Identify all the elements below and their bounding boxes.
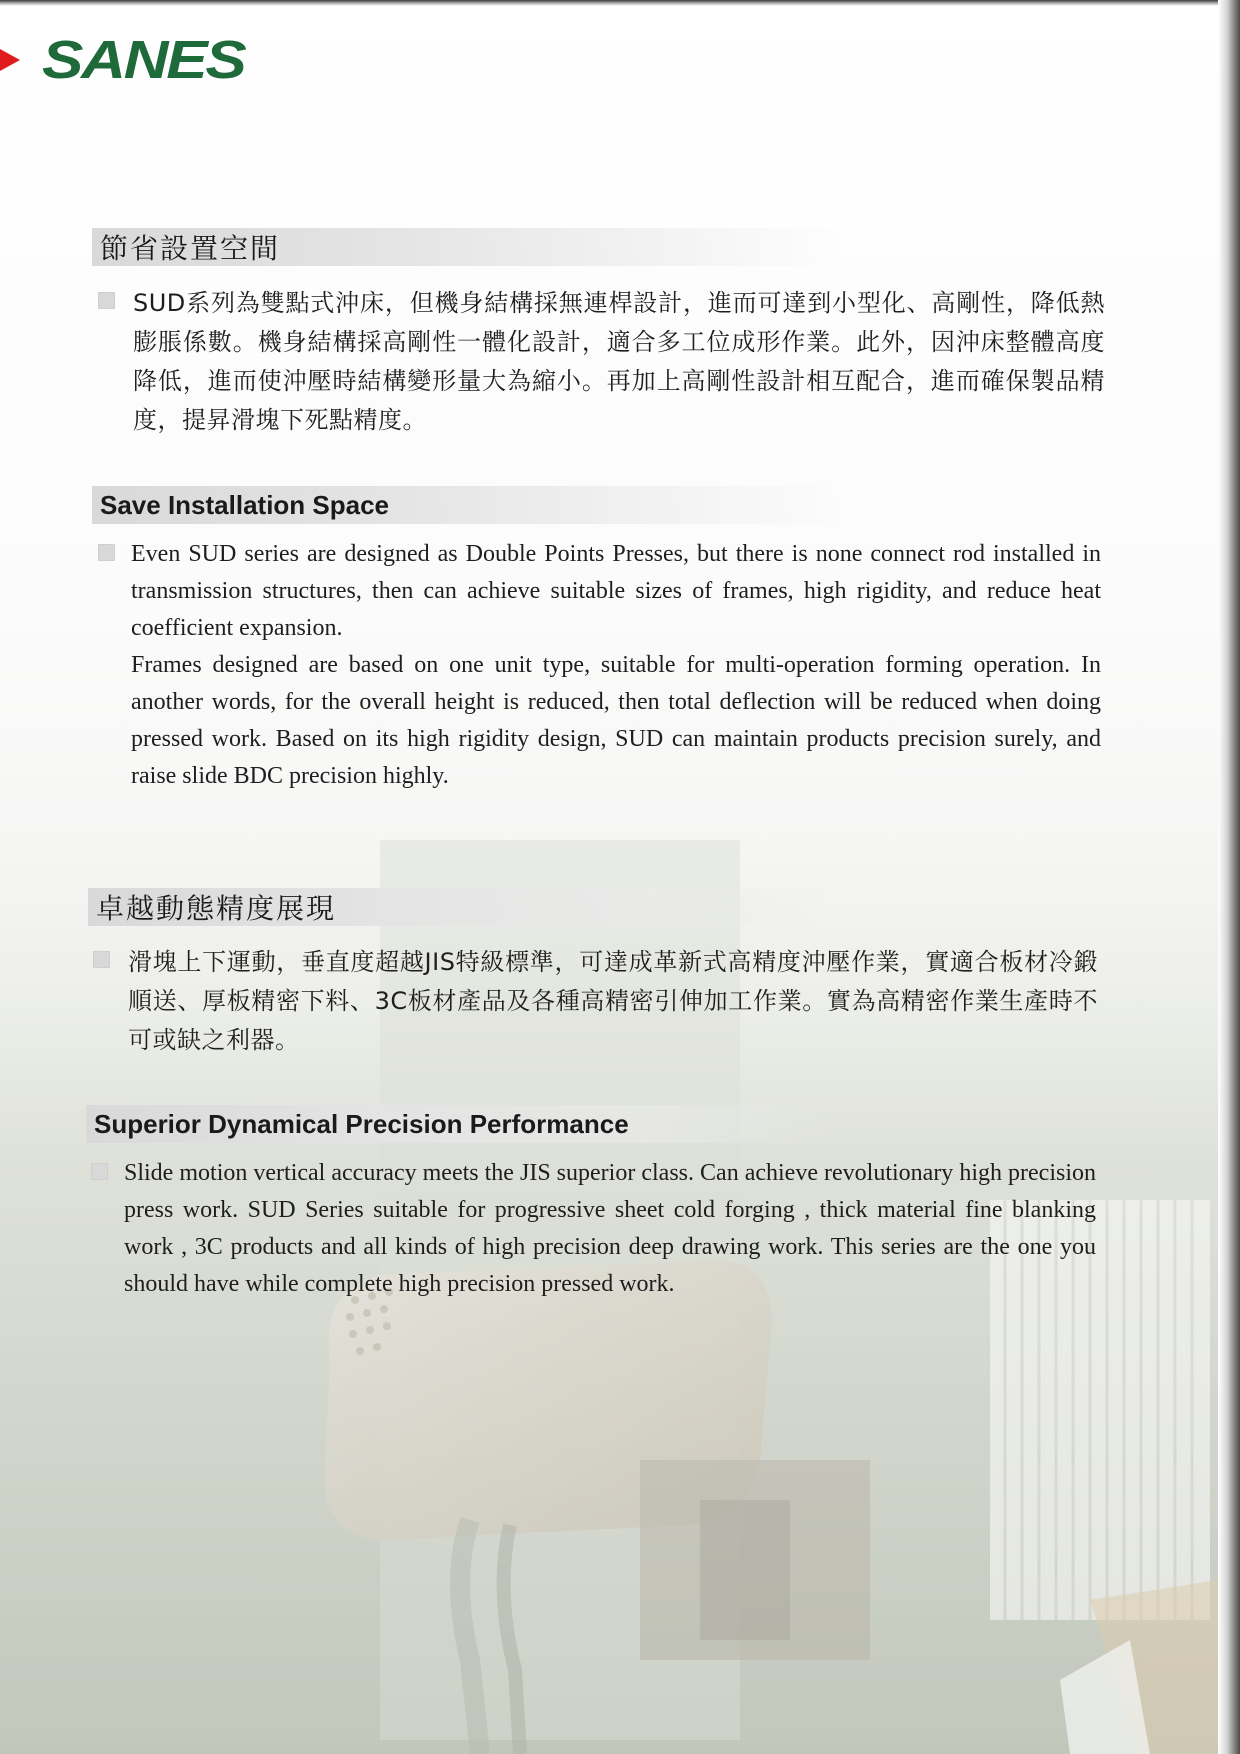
- heading-text: Save Installation Space: [100, 489, 390, 520]
- scan-binding-edge: [1218, 0, 1240, 1754]
- section-heading-save-space-zh: [92, 228, 840, 266]
- paragraph-precision-zh: [128, 943, 1098, 1060]
- heading-text: Superior Dynamical Precision Performance: [94, 1108, 629, 1139]
- paragraph-text: Frames designed are based on one unit type, suitable for multi-operation forming operation. In another words, for the overall height is reduced, then total deflection will be reduced when doing pressed work. Based on its high rigidity design, SUD can maintain products precision surely, and raise slide BDC precision highly.: [131, 652, 1101, 789]
- section-heading-precision-zh: [88, 888, 836, 926]
- paragraph-text: SUD系列為雙點式沖床，但機身結構採無連桿設計，進而可達到小型化、高剛性，降低熱膨脹係數。機身結構採高剛性一體化設計，適合多工位成形作業。此外，因沖床整體高度降低，進而使沖壓時結構變形量大為縮小。再加上高剛性設計相互配合，進而確保製品精度，提昇滑塊下死點精度。: [133, 289, 1105, 434]
- scan-top-edge: [0, 0, 1240, 6]
- arrow-icon: [0, 49, 20, 71]
- bullet-square: [98, 544, 115, 561]
- paragraph-text: Even SUD series are designed as Double Points Presses, but there is none connect rod installed in transmission structures, then can achieve suitable sizes of frames, high rigidity, and reduce heat coefficient expansion.: [131, 541, 1101, 641]
- bullet-square: [98, 292, 115, 309]
- paragraph-text: Slide motion vertical accuracy meets the JIS superior class. Can achieve revolutionary high precision press work. SUD Series suitable for progressive sheet cold forging , thick material fine blanking work , 3C products and all kinds of high precision deep drawing work. This series are the one you should have while complete high precision pressed work.: [124, 1160, 1096, 1297]
- paragraph-save-space-zh: [133, 284, 1105, 440]
- paragraph-precision-en: [124, 1155, 1096, 1303]
- section-heading-precision-en: [86, 1105, 834, 1143]
- bullet-square: [91, 1163, 108, 1180]
- heading-text: 卓越動態精度展現: [96, 892, 337, 925]
- bullet-square: [93, 951, 110, 968]
- heading-text: 節省設置空間: [100, 232, 281, 265]
- paragraph-save-space-en: [131, 536, 1101, 795]
- logo-wordmark: SANES: [42, 30, 245, 90]
- sanes-logo: [0, 30, 245, 90]
- section-heading-save-space-en: [92, 486, 840, 524]
- paragraph-text: 滑塊上下運動，垂直度超越JIS特級標準，可達成革新式高精度沖壓作業，實適合板材冷鍛順送、厚板精密下料、3C板材產品及各種高精密引伸加工作業。實為高精密作業生產時不可或缺之利器。: [128, 948, 1098, 1054]
